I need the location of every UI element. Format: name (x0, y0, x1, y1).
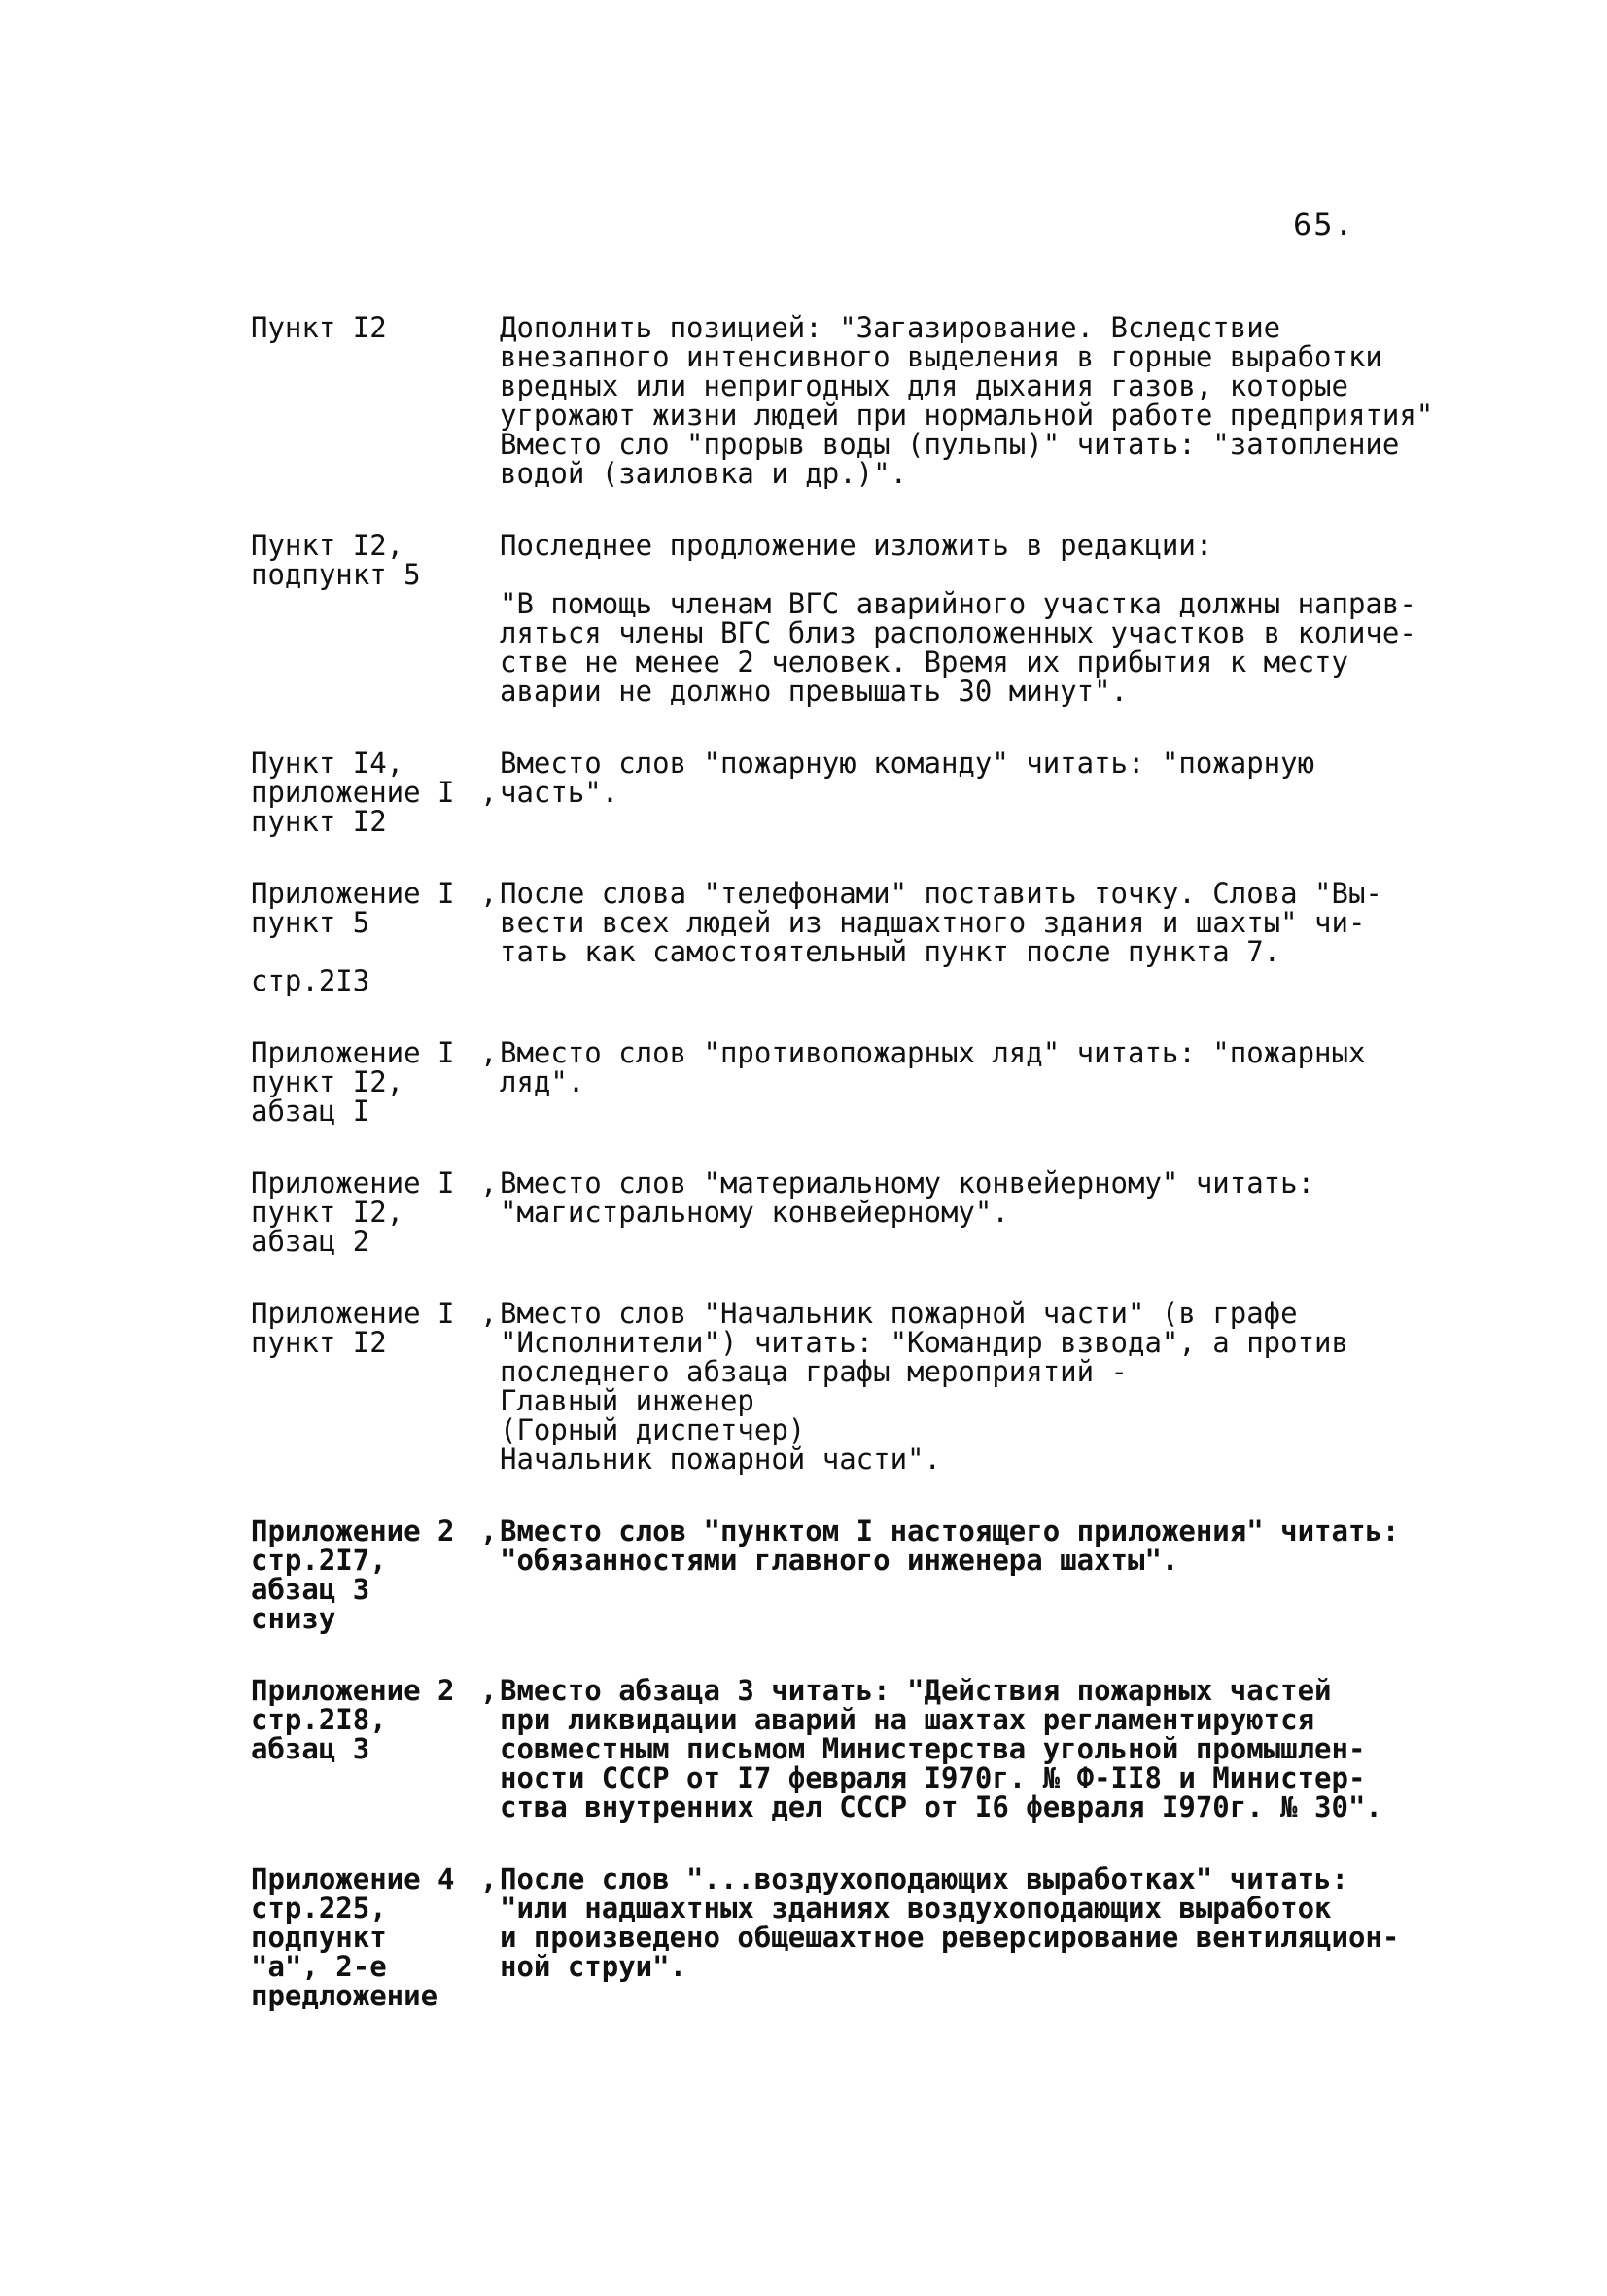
entry-reference-line: абзац 3 (251, 1573, 370, 1606)
entry-spacer (251, 1474, 1456, 1516)
entry-spacer (251, 706, 1456, 748)
entry-separator (480, 531, 500, 560)
entry-separator-line: , (480, 1514, 498, 1548)
entry-spacer (251, 836, 1456, 879)
entry-text (500, 1864, 1452, 1981)
entry-text-line: Вместо слов "противопожарных ляд" читать: "пожарных (500, 1036, 1366, 1069)
entry-reference-line: приложение I (251, 776, 455, 809)
entry-text (500, 1299, 1452, 1474)
entry-reference-line: Пункт I4, (251, 747, 404, 780)
entry-reference (251, 1676, 480, 1763)
entry-separator (480, 1168, 500, 1198)
entry-reference-line: предложение (251, 1979, 438, 2012)
entry-separator-line: , (480, 1036, 498, 1069)
entry-reference-line: Приложение I (251, 1036, 455, 1069)
entry-separator (480, 1299, 500, 1328)
entry-separator (480, 313, 500, 342)
entry-spacer (251, 1126, 1456, 1168)
entry-separator-line: , (480, 1862, 498, 1896)
amendment-entry (251, 1676, 1456, 1822)
amendment-entry (251, 879, 1456, 995)
entry-text-line: при ликвидации аварий на шахтах регламентируются (500, 1703, 1315, 1736)
entry-text-line: "Исполнители") читать: "Командир взвода", а против (500, 1326, 1348, 1359)
entry-reference (251, 313, 480, 342)
entry-text-line: "магистральному конвейерному". (500, 1196, 1009, 1229)
entry-reference (251, 1168, 480, 1256)
entry-spacer (251, 488, 1456, 531)
entry-reference-line: стр.2I7, (251, 1544, 387, 1577)
amendment-entry (251, 748, 1456, 836)
entry-reference-line: Приложение 4 (251, 1862, 455, 1896)
entry-reference (251, 1516, 480, 1633)
entry-reference-line: абзац I (251, 1095, 370, 1128)
entry-text-line: Вместо слов "пунктом I настоящего приложения" читать: (500, 1514, 1400, 1548)
entry-text-line: Дополнить позицией: "Загазирование. Вследствие (500, 311, 1281, 344)
entry-separator-line: , (480, 776, 498, 809)
entry-reference-line: Пункт I2, (251, 529, 404, 562)
entry-reference-line: подпункт (251, 1921, 387, 1954)
amendment-entry (251, 1038, 1456, 1126)
entry-separator (480, 748, 500, 807)
entry-text-line: угрожают жизни людей при нормальной работе предприятия" (500, 399, 1434, 432)
entry-separator-line: , (480, 1674, 498, 1707)
entry-separator-line: , (480, 1297, 498, 1330)
entry-text (500, 748, 1452, 807)
entry-reference (251, 1864, 480, 2010)
entry-separator-line (480, 531, 500, 560)
entry-text-line: (Горный диспетчер) (500, 1413, 806, 1446)
entry-text-line: стве не менее 2 человек. Время их прибытия к месту (500, 645, 1348, 678)
entry-text-line: водой (заиловка и др.)". (500, 457, 908, 490)
entry-text-line: последнего абзаца графы мероприятий - (500, 1355, 1129, 1388)
entry-text-line: ной струи". (500, 1950, 687, 1983)
entry-text (500, 531, 1452, 706)
entry-text-line: Главный инженер (500, 1384, 754, 1417)
entry-text-line: Вместо слов "пожарную команду" читать: "пожарную (500, 747, 1315, 780)
entry-separator-line: , (480, 877, 498, 910)
entry-reference-line: Приложение I (251, 877, 455, 910)
entry-text-line: Вместо слов "материальному конвейерному" читать: (500, 1166, 1315, 1200)
entry-separator (480, 1676, 500, 1705)
entry-reference (251, 1038, 480, 1126)
entry-reference-line: стр.2I3 (251, 964, 370, 997)
entry-text-line: "В помощь членам ВГС аварийного участка должны направ- (500, 587, 1416, 620)
entry-reference-line: Приложение I (251, 1297, 455, 1330)
entry-text-line (500, 560, 1452, 589)
entry-text-line: Вместо слов "Начальник пожарной части" (в графе (500, 1297, 1298, 1330)
amendment-list (251, 313, 1456, 2010)
amendment-entry (251, 531, 1456, 706)
entry-text (500, 1676, 1452, 1822)
entry-text-line: Вместо сло "прорыв воды (пульпы)" читать: "затопление (500, 428, 1400, 461)
amendment-entry (251, 1168, 1456, 1256)
entry-text-line: и произведено общешахтное реверсирование вентиляцион- (500, 1921, 1400, 1954)
entry-text-line: ности СССР от I7 февраля I970г. № Ф-II8 и Министер- (500, 1761, 1366, 1794)
entry-reference-line: стр.225, (251, 1892, 387, 1925)
entry-separator (480, 879, 500, 908)
entry-reference-line: абзац 3 (251, 1732, 370, 1765)
entry-text (500, 1168, 1452, 1227)
entry-reference-line: "а", 2-е (251, 1950, 387, 1983)
entry-reference (251, 1299, 480, 1357)
entry-reference-line: пункт I2 (251, 1326, 387, 1359)
entry-text-line: После слов "...воздухоподающих выработках" читать: (500, 1862, 1348, 1896)
entry-reference-line: подпункт 5 (251, 558, 421, 591)
amendment-entry (251, 1516, 1456, 1633)
entry-reference-line: абзац 2 (251, 1225, 370, 1258)
entry-separator (480, 1516, 500, 1546)
entry-text-line: "обязанностями главного инженера шахты". (500, 1544, 1179, 1577)
entry-text-line: совместным письмом Министерства угольной промышлен- (500, 1732, 1366, 1765)
entry-reference-line: пункт 5 (251, 906, 370, 939)
amendment-entry (251, 313, 1456, 488)
entry-text (500, 313, 1452, 488)
entry-separator (480, 1864, 500, 1894)
entry-separator (480, 1038, 500, 1067)
entry-spacer (251, 1633, 1456, 1676)
entry-text-line: Последнее продложение изложить в редакции: (500, 529, 1213, 562)
entry-reference-line: пункт I2 (251, 805, 387, 838)
entry-reference-line: Приложение 2 (251, 1674, 455, 1707)
entry-text-line: Начальник пожарной части". (500, 1443, 941, 1476)
entry-separator-line: , (480, 1166, 498, 1200)
entry-separator-line (480, 748, 500, 778)
entry-text-line: ства внутренних дел СССР от I6 февраля I970г. № 30". (500, 1791, 1382, 1824)
entry-text-line: ляд". (500, 1065, 585, 1098)
entry-reference-line: Приложение I (251, 1166, 455, 1200)
entry-text-line: аварии не должно превышать 30 минут". (500, 675, 1129, 708)
entry-reference (251, 748, 480, 836)
entry-text-line: ляться члены ВГС близ расположенных участков в количе- (500, 616, 1416, 649)
entry-text-line: "или надшахтных зданиях воздухоподающих выработок (500, 1892, 1332, 1925)
entry-text (500, 879, 1452, 966)
entry-text-line: тать как самостоятельный пункт после пункта 7. (500, 935, 1281, 968)
page-number: 65. (1293, 206, 1355, 243)
entry-spacer (251, 1256, 1456, 1299)
entry-text (500, 1516, 1452, 1575)
entry-reference-line (251, 937, 480, 966)
entry-text (500, 1038, 1452, 1096)
entry-text-line: После слова "телефонами" поставить точку. Слова "Вы- (500, 877, 1382, 910)
entry-separator-line (480, 313, 500, 342)
entry-reference-line: Приложение 2 (251, 1514, 455, 1548)
entry-text-line: вредных или непригодных для дыхания газов, которые (500, 369, 1348, 402)
entry-text-line: внезапного интенсивного выделения в горные выработки (500, 340, 1382, 373)
entry-reference (251, 531, 480, 589)
entry-spacer (251, 1822, 1456, 1864)
entry-reference-line: пункт I2, (251, 1065, 404, 1098)
amendment-entry (251, 1864, 1456, 2010)
entry-text-line: вести всех людей из надшахтного здания и шахты" чи- (500, 906, 1366, 939)
amendment-entry (251, 1299, 1456, 1474)
entry-reference-line: стр.2I8, (251, 1703, 387, 1736)
entry-text-line: Вместо абзаца 3 читать: "Действия пожарных частей (500, 1674, 1332, 1707)
entry-reference-line: Пункт I2 (251, 311, 387, 344)
entry-reference-line: снизу (251, 1602, 336, 1635)
entry-spacer (251, 995, 1456, 1038)
entry-reference (251, 879, 480, 995)
entry-text-line: часть". (500, 776, 619, 809)
entry-reference-line: пункт I2, (251, 1196, 404, 1229)
